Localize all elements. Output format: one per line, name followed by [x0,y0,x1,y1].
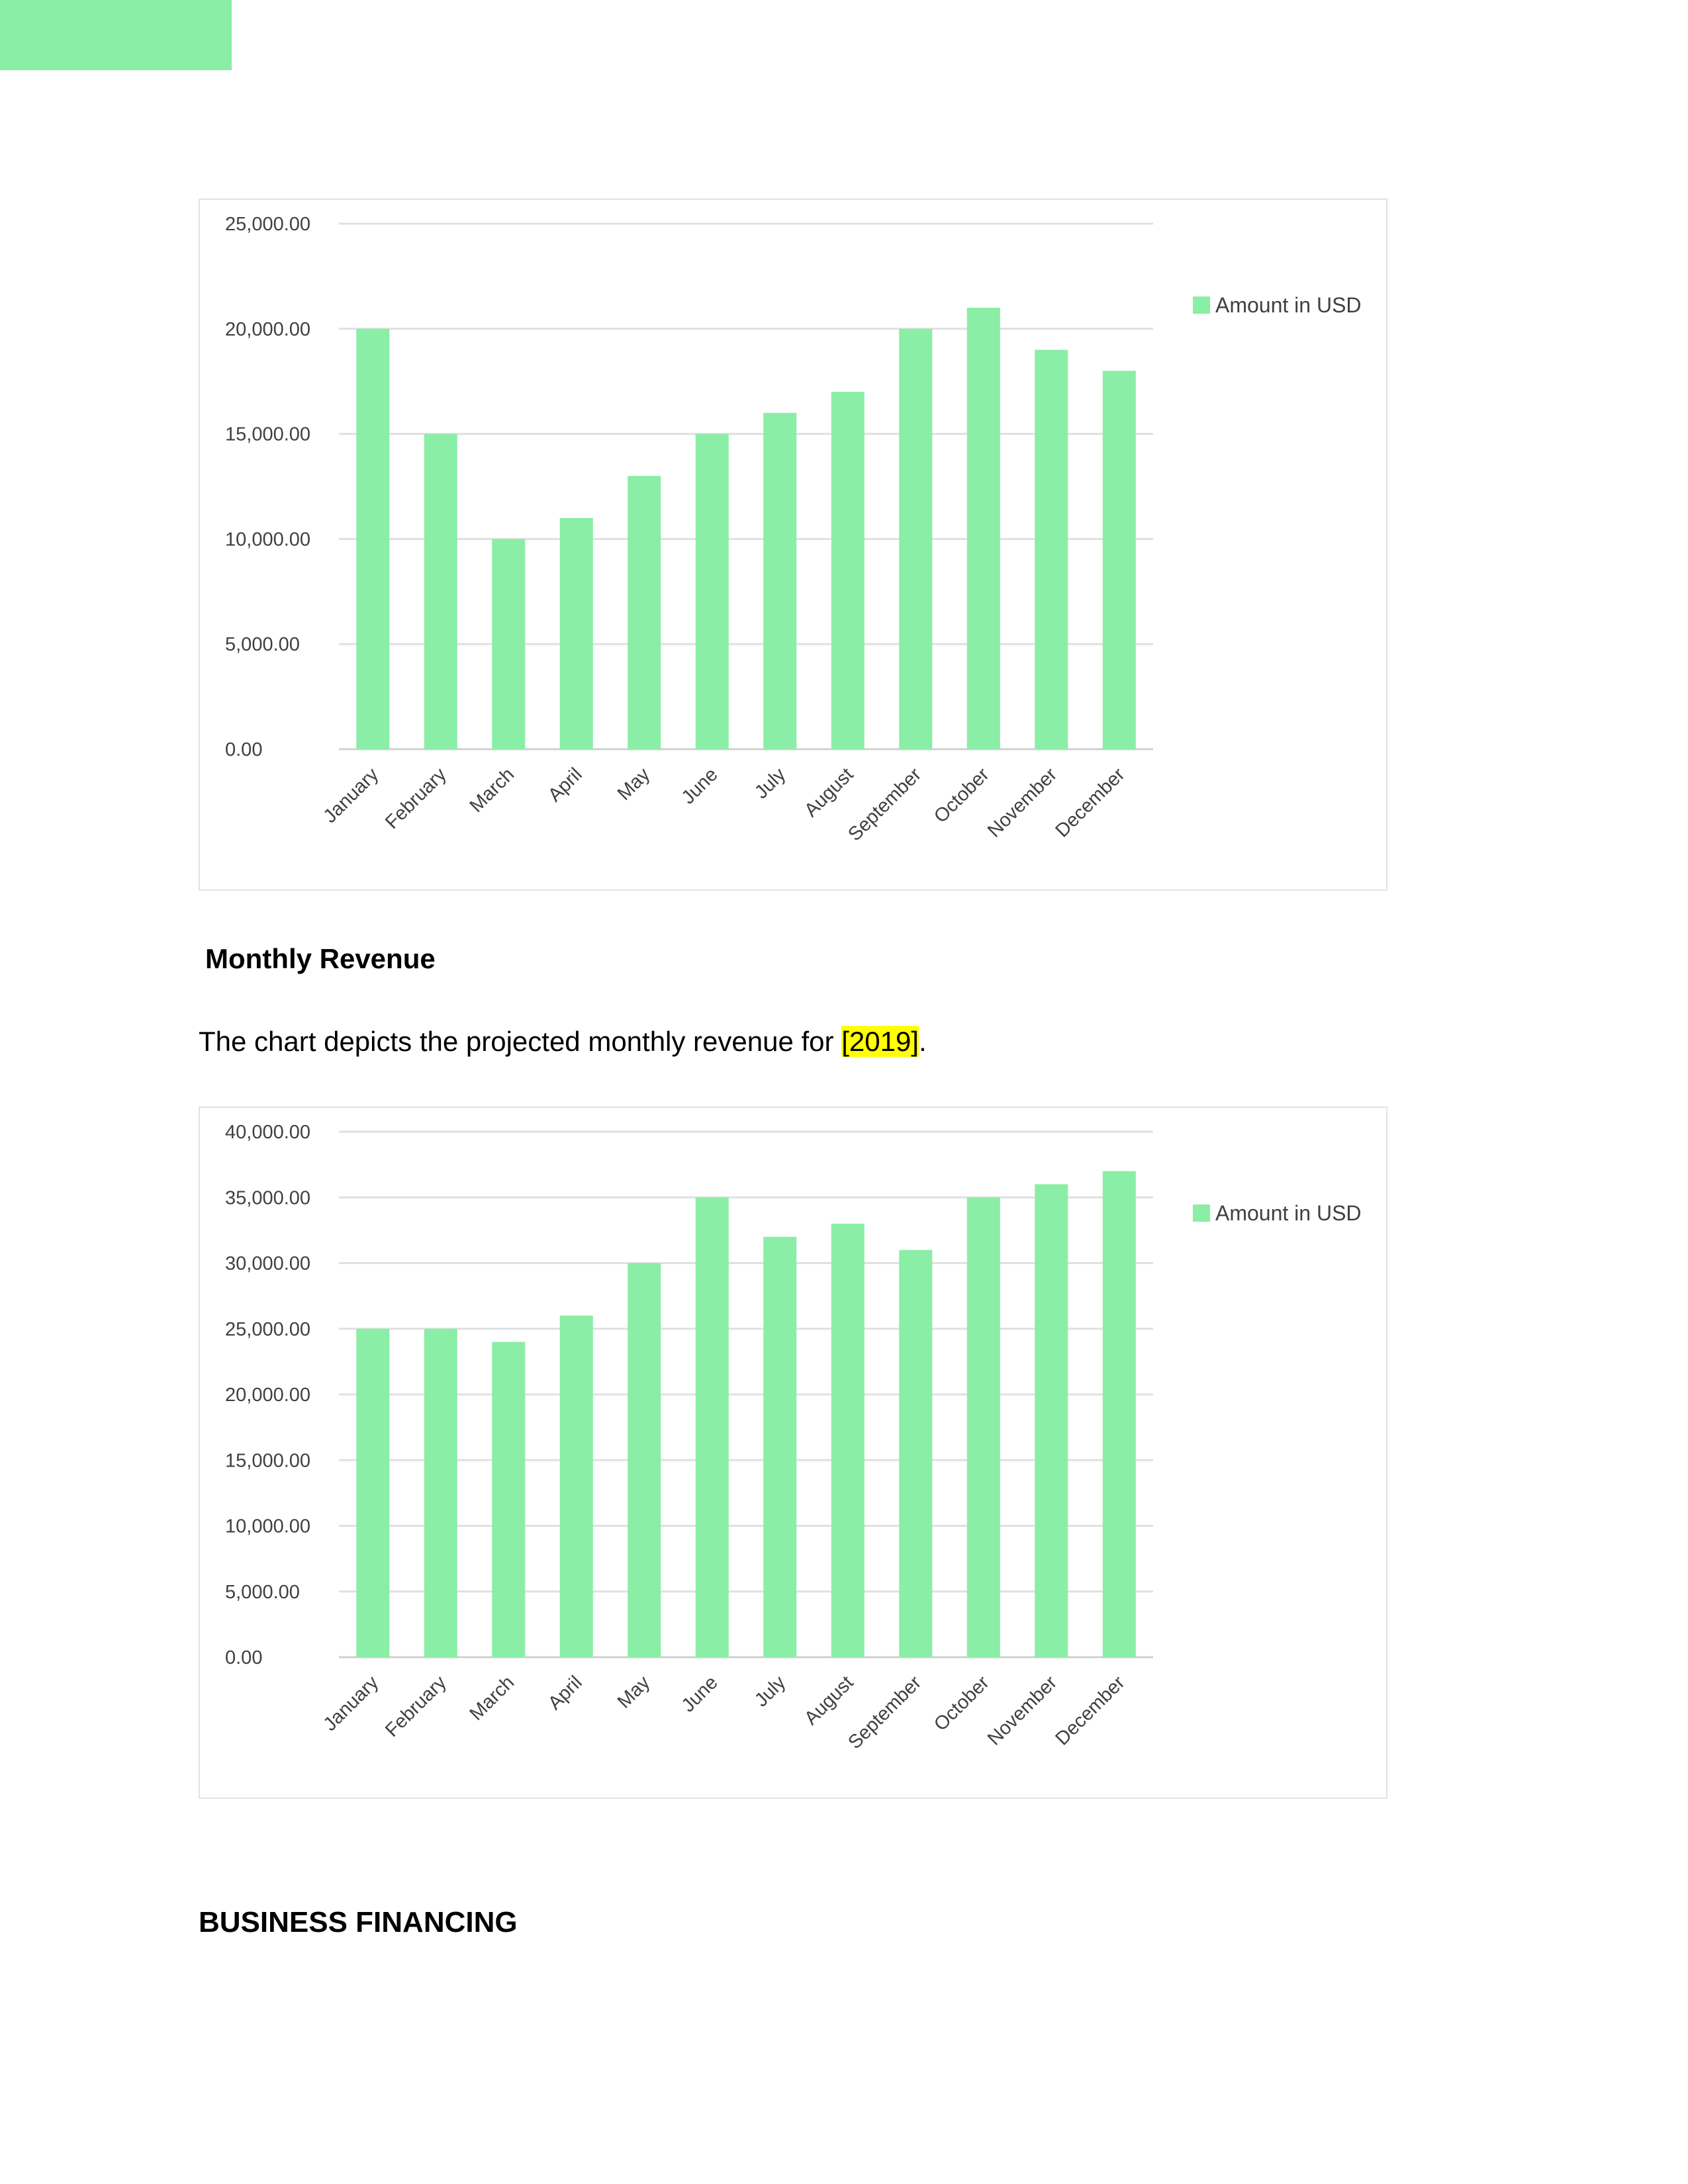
bar-august [831,1224,865,1657]
x-tick-label: January [319,764,383,827]
legend-swatch [1193,296,1210,314]
bar-september [899,329,932,749]
section-heading: BUSINESS FINANCING [199,1906,518,1938]
y-tick-label: 30,000.00 [225,1253,311,1275]
x-tick-label: April [544,1672,586,1714]
y-axis-tick-labels [225,1122,310,1668]
bar-september [899,1250,932,1657]
intro-period: . [918,1026,927,1057]
x-tick-label: July [751,764,790,803]
bar-june [696,434,729,749]
x-tick-label: May [613,1672,655,1713]
revenue-intro-paragraph [199,1026,927,1058]
x-tick-label: March [465,764,519,817]
bar-june [696,1197,729,1657]
x-tick-label: October [930,1672,994,1735]
bar-november [1035,1184,1068,1657]
y-tick-label: 0.00 [225,739,263,760]
x-axis-tick-labels [320,764,1129,845]
y-tick-label: 35,000.00 [225,1187,311,1209]
y-tick-label: 5,000.00 [225,634,300,656]
x-tick-label: September [844,1672,926,1754]
bar-august [831,392,865,749]
bar-december [1103,1171,1136,1657]
y-tick-label: 15,000.00 [225,1450,311,1472]
x-tick-label: May [613,764,655,805]
bar-october [967,308,1000,749]
y-tick-label: 15,000.00 [225,424,311,445]
x-tick-label: August [800,764,858,821]
x-axis-tick-labels [320,1672,1129,1753]
bar-march [492,1342,525,1657]
gridlines [339,224,1153,749]
x-tick-label: November [983,764,1062,842]
header-accent-block [0,0,232,70]
chart-caption: Monthly Revenue [205,943,436,974]
bar-november [1035,350,1068,749]
bar-february [424,434,457,749]
year-placeholder-highlight: [2019] [841,1026,919,1057]
y-tick-label: 10,000.00 [225,1516,311,1537]
x-tick-label: March [465,1672,519,1725]
x-tick-label: April [544,764,586,806]
bar-october [967,1197,1000,1657]
legend-swatch [1193,1205,1210,1222]
bar-january [356,1329,389,1657]
expenses-chart-svg [200,200,1386,889]
bar-july [763,1237,796,1657]
intro-text: The chart depicts the projected monthly revenue for [199,1026,842,1057]
legend-label: Amount in USD [1215,1201,1362,1225]
x-tick-label: October [930,764,994,827]
expenses-chart [199,199,1387,891]
x-tick-label: June [677,1672,722,1717]
x-tick-label: February [381,764,451,834]
bar-april [560,1316,593,1657]
y-tick-label: 20,000.00 [225,318,311,340]
bar-july [763,413,796,749]
bar-january [356,329,389,749]
y-tick-label: 40,000.00 [225,1122,311,1143]
bar-march [492,539,525,749]
x-tick-label: September [844,764,926,846]
y-tick-label: 10,000.00 [225,529,311,551]
legend-label: Amount in USD [1215,293,1362,317]
gridlines [339,1132,1153,1657]
x-tick-label: August [800,1672,858,1729]
bar-may [628,1263,661,1658]
y-axis-tick-labels [225,214,310,760]
y-tick-label: 0.00 [225,1647,263,1668]
revenue-chart [199,1107,1387,1799]
bars [356,308,1136,749]
bars [356,1171,1136,1657]
bar-april [560,518,593,749]
bar-december [1103,371,1136,749]
x-tick-label: June [677,764,722,809]
x-tick-label: November [983,1672,1062,1750]
x-tick-label: January [319,1672,383,1735]
bar-may [628,476,661,749]
x-tick-label: December [1051,764,1129,842]
y-tick-label: 20,000.00 [225,1385,311,1406]
y-tick-label: 5,000.00 [225,1581,300,1603]
legend [1193,1201,1362,1225]
x-tick-label: July [751,1672,790,1711]
x-tick-label: February [381,1672,451,1742]
revenue-chart-svg [200,1108,1386,1797]
y-tick-label: 25,000.00 [225,214,311,235]
bar-february [424,1329,457,1657]
legend [1193,293,1362,317]
x-tick-label: December [1051,1672,1129,1750]
y-tick-label: 25,000.00 [225,1318,311,1340]
